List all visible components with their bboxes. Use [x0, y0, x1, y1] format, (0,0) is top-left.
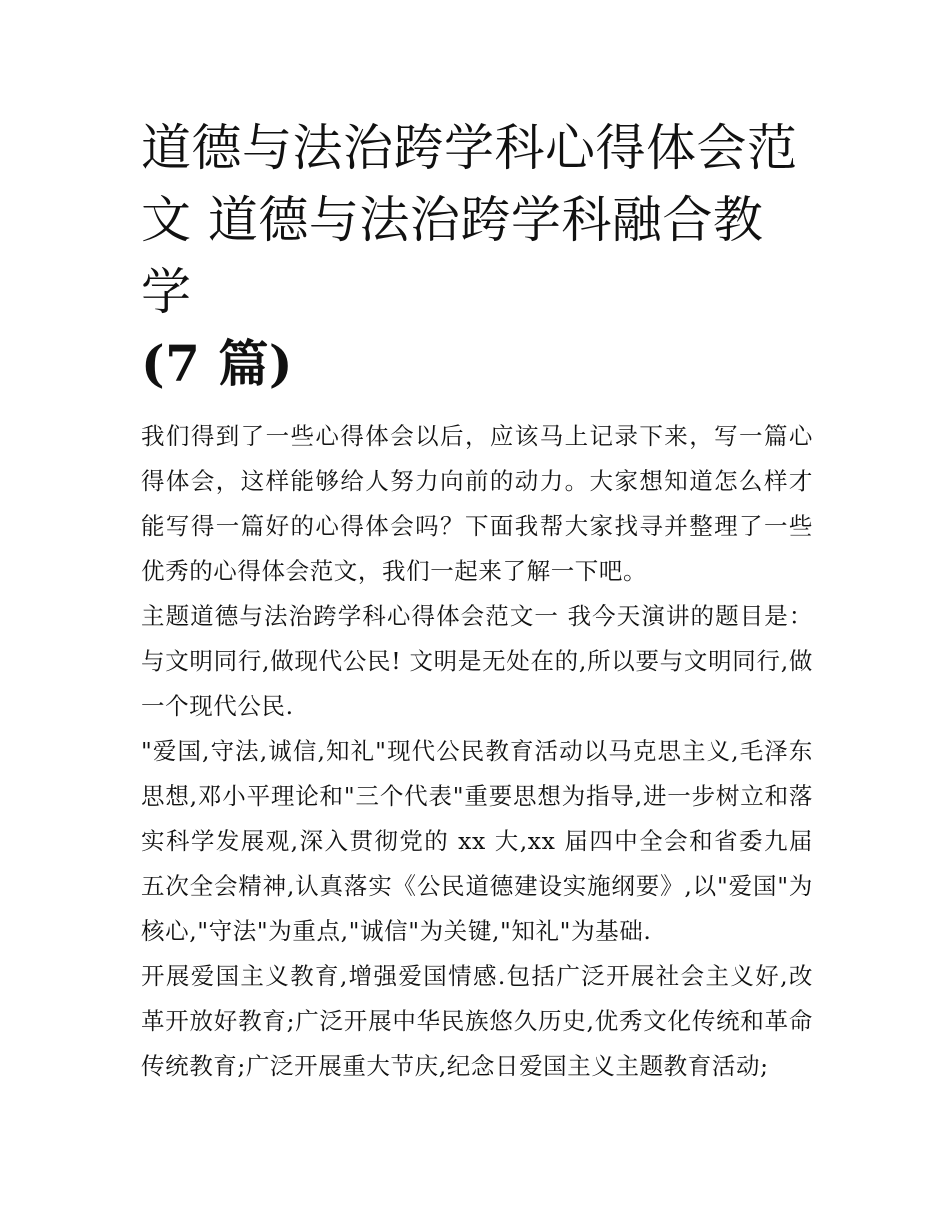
paragraph-intro: 我们得到了一些心得体会以后，应该马上记录下来，写一篇心得体会，这样能够给人努力向前的动力。大家想知道怎么样才能写得一篇好的心得体会吗？下面我帮大家找寻并整理了一些优秀的心得体会范文，我们一起来了解一下吧。: [141, 422, 813, 585]
document-content: [141, 112, 813, 1089]
title-main: 道德与法治跨学科心得体会范文 道德与法治跨学科融合教学: [141, 119, 798, 321]
paragraph-patriotic-education: 开展爱国主义教育,增强爱国情感.包括广泛开展社会主义好,改革开放好教育;广泛开展中华民族悠久历史,优秀文化传统和革命传统教育;广泛开展重大节庆,纪念日爱国主义主题教育活动;: [141, 962, 813, 1080]
document-body: [141, 414, 813, 1089]
paragraph-civic-education: "爱国,守法,诚信,知礼"现代公民教育活动以马克思主义,毛泽东思想,邓小平理论和"三个代表"重要思想为指导,进一步树立和落实科学发展观,深入贯彻党的 xx 大,xx 届四中全会和省委九届五次全会精神,认真落实《公民道德建设实施纲要》,以"爱国"为核心,"守法"为重点,"诚信"为关键,"知礼"为基础.: [141, 737, 813, 945]
title-suffix: (7 篇): [141, 334, 294, 393]
paragraph-topic: 主题道德与法治跨学科心得体会范文一 我今天演讲的题目是：与文明同行,做现代公民! 文明是无处在的,所以要与文明同行,做一个现代公民.: [141, 602, 813, 720]
document-title: [141, 112, 813, 400]
